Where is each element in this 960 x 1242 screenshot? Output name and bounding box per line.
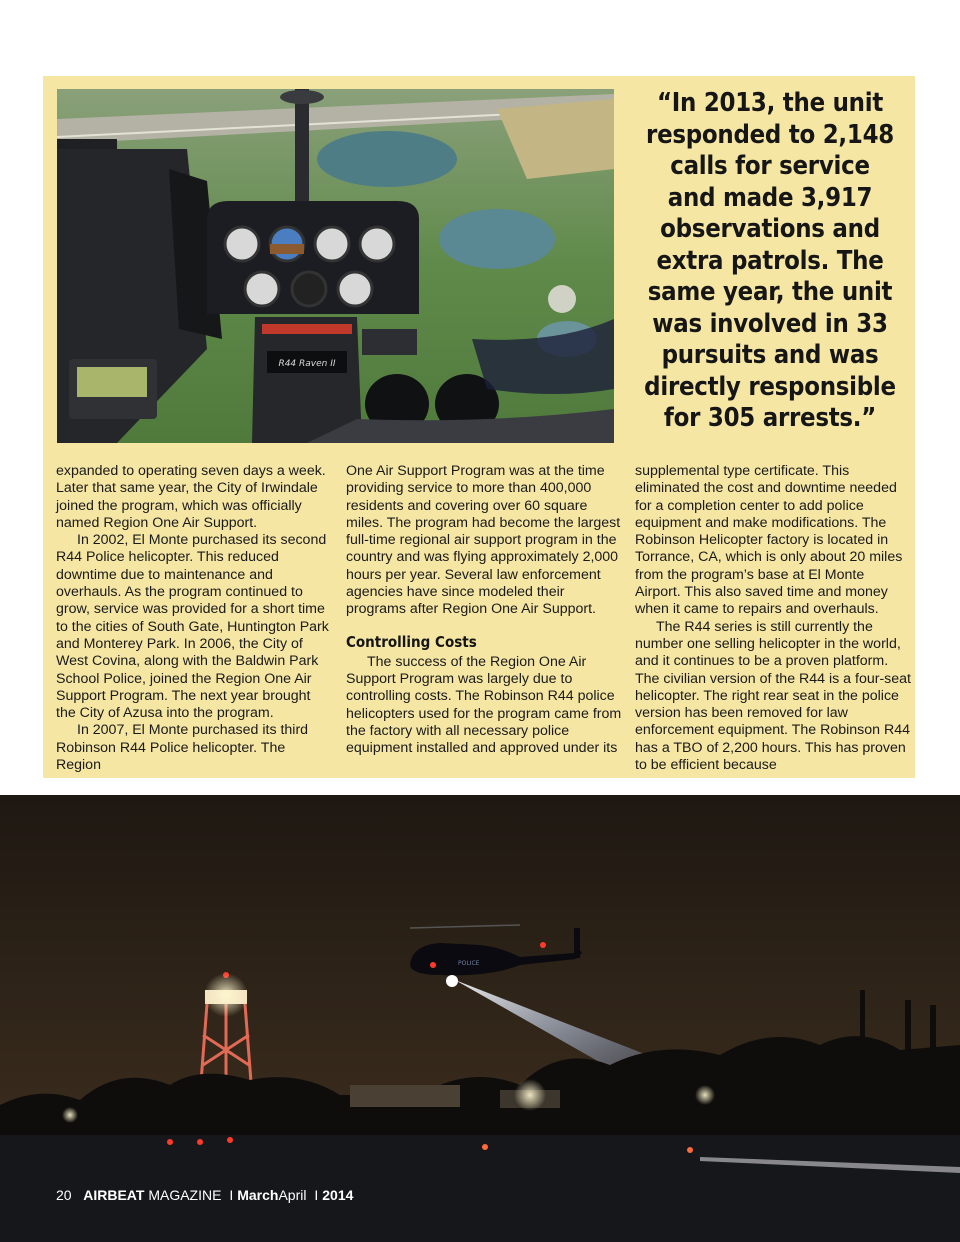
paragraph: The success of the Region One Air Support Program was largely due to controlling costs. The Robinson R44 police helicopters used for the program came from the factory with all necessary police equipment installed and approved under its bbox=[346, 653, 622, 757]
magazine-label: MAGAZINE bbox=[148, 1187, 222, 1203]
paragraph: expanded to operating seven days a week. Later that same year, the City of Irwindale joined the program, which was officially named Region One Air Support. bbox=[56, 463, 326, 531]
pull-quote: “In 2013, the unit responded to 2,148 calls for service and made 3,917 observations and extra patrols. The same year, the unit was involved in 33 pursuits and was directly responsible for 305 arrests.” bbox=[644, 88, 896, 433]
cockpit-illustration bbox=[57, 89, 614, 443]
night-helicopter-photo bbox=[0, 795, 960, 1242]
footer-separator: I bbox=[314, 1187, 319, 1203]
section-heading: Controlling Costs bbox=[346, 632, 477, 651]
issue-month-bold: March bbox=[237, 1187, 279, 1203]
article-column-3 bbox=[635, 463, 912, 774]
brand-name: AIRBEAT bbox=[83, 1187, 145, 1203]
cockpit-label: R44 Raven II bbox=[278, 359, 336, 369]
paragraph: In 2007, El Monte purchased its third Robinson R44 Police helicopter. The Region bbox=[56, 722, 309, 774]
page-number: 20 bbox=[56, 1187, 72, 1203]
page-footer bbox=[56, 1187, 353, 1203]
paragraph: The R44 series is still currently the number one selling helicopter in the world, and it continues to be a proven platform. The civilian version of the R44 is a four-seat helicopter. The right rear seat in the police version has been removed for law enforcement equipment. The Robinson R44 has a TBO of 2,200 hours. This has proven to be efficient because bbox=[635, 618, 911, 774]
paragraph: supplemental type certificate. This eliminated the cost and downtime needed for a completion center to add police equipment and make modifications. The Robinson Helicopter factory is located in Torrance, CA, which is only about 20 miles from the program’s base at El Monte Airport. This also saved time and money when it came to repairs and overhauls. bbox=[635, 463, 903, 618]
paragraph: One Air Support Program was at the time providing service to more than 400,000 residents and covering over 60 square miles. The program had become the largest full-time regional air support program in the country and was flying approximately 2,000 hours per year. Several law enforcement agencies have since modeled their programs after Region One Air Support. bbox=[346, 463, 621, 618]
cockpit-photo bbox=[57, 89, 614, 443]
footer-separator: I bbox=[229, 1187, 234, 1203]
article-column-2 bbox=[346, 463, 623, 757]
article-column-1 bbox=[56, 463, 333, 774]
issue-month: April bbox=[278, 1187, 307, 1203]
issue-year: 2014 bbox=[322, 1187, 354, 1203]
night-scene-illustration bbox=[0, 795, 960, 1242]
helicopter-label: POLICE bbox=[458, 960, 480, 967]
paragraph: In 2002, El Monte purchased its second R44 Police helicopter. This reduced downtime due to maintenance and overhauls. As the program continued to grow, service was provided for a short time to the cities of South Gate, Huntington Park and Monterey Park. In 2006, the City of West Covina, along with the Baldwin Park School Police, joined the Region One Air Support Program. The next year brought the City of Azusa into the program. bbox=[56, 532, 329, 722]
